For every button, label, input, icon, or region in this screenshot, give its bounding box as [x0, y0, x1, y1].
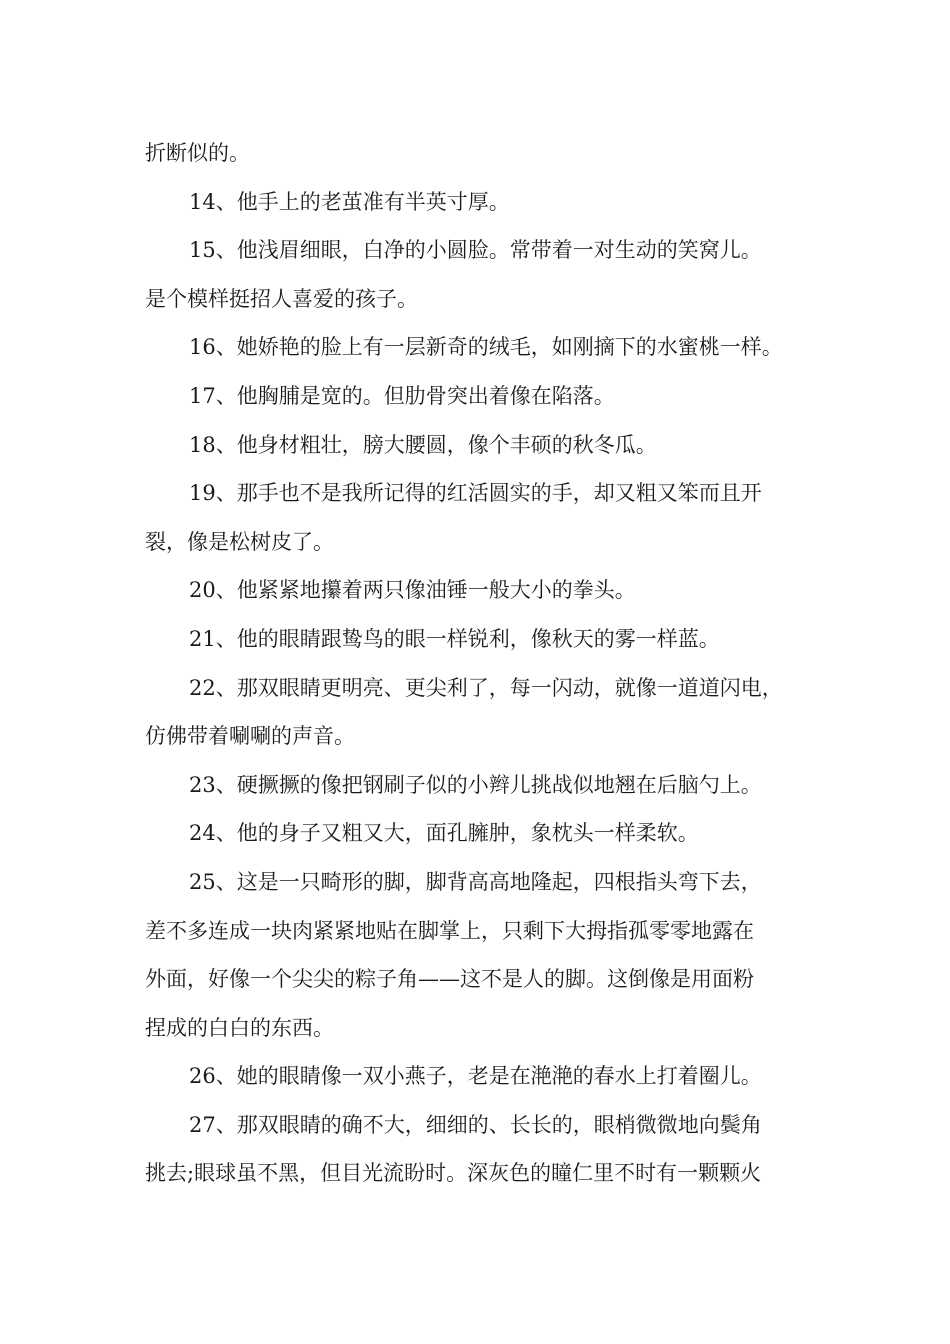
body-text	[145, 129, 825, 1198]
text-line: 折断似的。	[145, 141, 250, 165]
text-line: 22、那双眼睛更明亮、更尖利了，每一闪动，就像一道道闪电，	[189, 675, 783, 700]
text-line: 25、这是一只畸形的脚，脚背高高地隆起，四根指头弯下去，	[189, 869, 762, 894]
text-line: 26、她的眼睛像一双小燕子，老是在滟滟的春水上打着圈儿。	[189, 1064, 762, 1089]
text-line: 外面，好像一个尖尖的粽子角——这不是人的脚。这倒像是用面粉	[145, 967, 754, 992]
text-line: 20、他紧紧地攥着两只像油锤一般大小的拳头。	[189, 578, 636, 603]
text-line: 捏成的白白的东西。	[145, 1015, 334, 1040]
text-line: 19、那手也不是我所记得的红活圆实的手，却又粗又笨而且开	[189, 481, 762, 506]
text-line: 14、他手上的老茧准有半英寸厚。	[189, 189, 510, 214]
text-line: 17、他胸脯是宽的。但肋骨突出着像在陷落。	[189, 383, 615, 408]
text-line: 是个模样挺招人喜爱的孩子。	[145, 286, 418, 311]
text-line: 27、那双眼睛的确不大，细细的、长长的，眼梢微微地向鬓角	[189, 1112, 762, 1137]
text-line: 差不多连成一块肉紧紧地贴在脚掌上，只剩下大拇指孤零零地露在	[145, 918, 754, 943]
text-line: 仿佛带着唰唰的声音。	[145, 724, 355, 749]
text-line: 挑去;眼球虽不黑，但目光流盼时。深灰色的瞳仁里不时有一颗颗火	[145, 1161, 762, 1186]
text-line: 23、硬撅撅的像把钢刷子似的小辫儿挑战似地翘在后脑勺上。	[189, 772, 762, 797]
text-line: 15、他浅眉细眼，白净的小圆脸。常带着一对生动的笑窝儿。	[189, 238, 762, 263]
text-line: 16、她娇艳的脸上有一层新奇的绒毛，如刚摘下的水蜜桃一样。	[189, 335, 783, 360]
text-line: 21、他的眼睛跟鸷鸟的眼一样锐利，像秋天的雾一样蓝。	[189, 626, 720, 651]
text-line: 24、他的身子又粗又大，面孔臃肿，象枕头一样柔软。	[189, 821, 699, 846]
text-line: 裂，像是松树皮了。	[145, 529, 334, 554]
text-line: 18、他身材粗壮，膀大腰圆，像个丰硕的秋冬瓜。	[189, 432, 657, 457]
